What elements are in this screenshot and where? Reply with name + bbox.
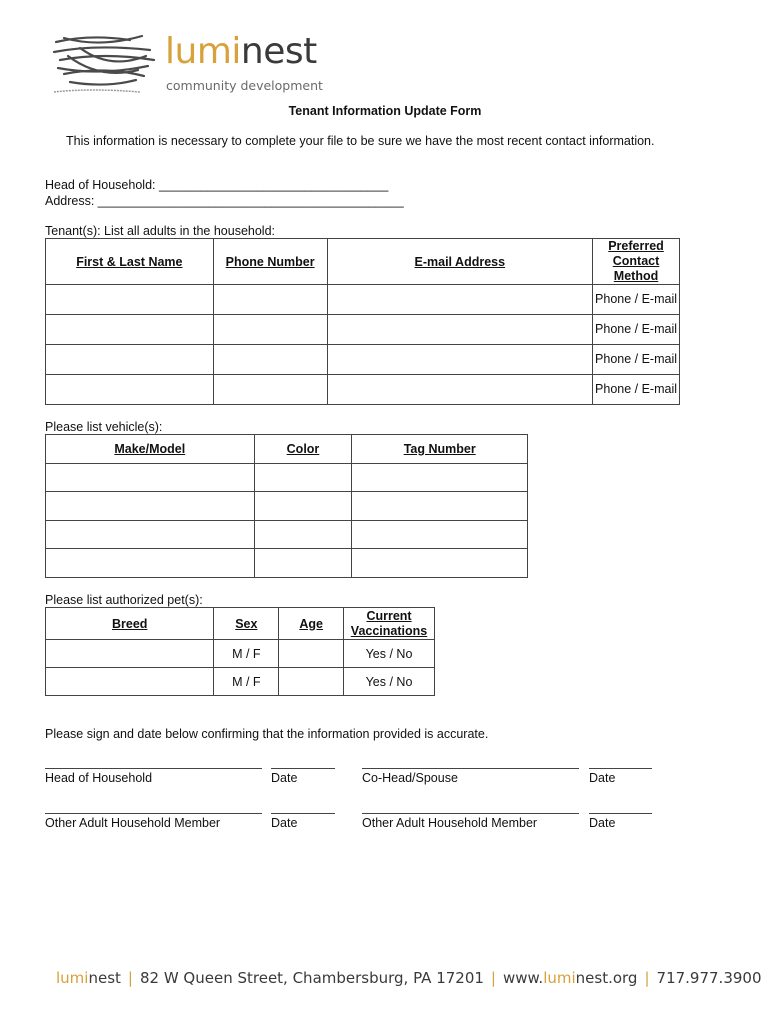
name-cell[interactable] xyxy=(46,375,214,405)
table-row xyxy=(46,375,680,405)
vaccination-cell[interactable]: Yes / No xyxy=(344,668,435,696)
table-row xyxy=(46,668,435,696)
table-row xyxy=(46,492,528,521)
sex-cell[interactable]: M / F xyxy=(214,640,279,668)
form-title: Tenant Information Update Form xyxy=(288,104,482,118)
breed-cell[interactable] xyxy=(46,668,214,696)
contact-method-cell[interactable]: Phone / E-mail xyxy=(593,315,680,345)
signature-statement: Please sign and date below confirming that the information provided is accurate. xyxy=(45,727,489,741)
date-line[interactable] xyxy=(589,813,652,814)
brand-logo-text: luminest xyxy=(165,31,317,72)
footer-website[interactable]: www.luminest.org xyxy=(502,969,638,987)
phone-cell[interactable] xyxy=(213,285,327,315)
breed-cell[interactable] xyxy=(46,640,214,668)
email-cell[interactable] xyxy=(327,315,593,345)
email-cell[interactable] xyxy=(327,345,593,375)
col-header-sex: Sex xyxy=(214,608,279,640)
col-header-vaccinations: Current Vaccinations xyxy=(344,608,435,640)
col-header-age: Age xyxy=(279,608,344,640)
col-header-color: Color xyxy=(254,435,352,464)
footer-address: 82 W Queen Street, Chambersburg, PA 17201 xyxy=(139,969,484,987)
footer-separator: | xyxy=(490,969,496,987)
tag-cell[interactable] xyxy=(352,492,528,521)
color-cell[interactable] xyxy=(254,521,352,549)
email-cell[interactable] xyxy=(327,375,593,405)
make-model-cell[interactable] xyxy=(46,549,255,578)
col-header-make-model: Make/Model xyxy=(46,435,255,464)
other-adult-signature-line[interactable] xyxy=(362,813,579,814)
date-line[interactable] xyxy=(271,813,335,814)
signature-label: Other Adult Household Member xyxy=(362,816,538,830)
col-header-name: First & Last Name xyxy=(46,239,214,285)
name-cell[interactable] xyxy=(46,315,214,345)
col-header-tag-number: Tag Number xyxy=(352,435,528,464)
tag-cell[interactable] xyxy=(352,521,528,549)
signature-label: Other Adult Household Member xyxy=(45,816,221,830)
footer-phone: 717.977.3900 xyxy=(656,969,762,987)
name-cell[interactable] xyxy=(46,285,214,315)
head-of-household-field[interactable]: Head of Household: _________________________________ xyxy=(45,178,389,192)
table-row xyxy=(46,549,528,578)
phone-cell[interactable] xyxy=(213,375,327,405)
email-cell[interactable] xyxy=(327,285,593,315)
table-row xyxy=(46,345,680,375)
tenants-table xyxy=(45,238,680,405)
sex-cell[interactable]: M / F xyxy=(214,668,279,696)
col-header-contact-method: Preferred Contact Method xyxy=(593,239,680,285)
contact-method-cell[interactable]: Phone / E-mail xyxy=(593,375,680,405)
other-adult-signature-line[interactable] xyxy=(45,813,262,814)
date-label: Date xyxy=(271,816,298,830)
footer xyxy=(52,966,762,990)
signature-label: Head of Household xyxy=(45,771,153,785)
head-of-household-signature-line[interactable] xyxy=(45,768,262,769)
pets-label: Please list authorized pet(s): xyxy=(45,593,203,607)
tag-cell[interactable] xyxy=(352,549,528,578)
age-cell[interactable] xyxy=(279,668,344,696)
col-header-email: E-mail Address xyxy=(327,239,593,285)
date-label: Date xyxy=(589,816,616,830)
color-cell[interactable] xyxy=(254,464,352,492)
make-model-cell[interactable] xyxy=(46,464,255,492)
vehicles-table xyxy=(45,434,528,578)
brand-tagline: community development xyxy=(166,78,323,93)
vehicles-label: Please list vehicle(s): xyxy=(45,420,163,434)
form-intro: This information is necessary to complete your file to be sure we have the most recent contact information. xyxy=(66,134,655,148)
table-row xyxy=(46,640,435,668)
table-row xyxy=(46,521,528,549)
pets-table xyxy=(45,607,435,696)
date-line[interactable] xyxy=(589,768,652,769)
col-header-phone: Phone Number xyxy=(213,239,327,285)
contact-method-cell[interactable]: Phone / E-mail xyxy=(593,345,680,375)
name-cell[interactable] xyxy=(46,345,214,375)
date-line[interactable] xyxy=(271,768,335,769)
color-cell[interactable] xyxy=(254,492,352,521)
tenants-label: Tenant(s): List all adults in the household: xyxy=(45,224,275,238)
footer-separator: | xyxy=(644,969,650,987)
date-label: Date xyxy=(271,771,298,785)
address-field[interactable]: Address: ____________________________________________ xyxy=(45,194,404,208)
col-header-breed: Breed xyxy=(46,608,214,640)
phone-cell[interactable] xyxy=(213,315,327,345)
footer-brand: luminest xyxy=(56,969,121,987)
color-cell[interactable] xyxy=(254,549,352,578)
footer-separator: | xyxy=(127,969,133,987)
table-row xyxy=(46,315,680,345)
make-model-cell[interactable] xyxy=(46,492,255,521)
signature-label: Co-Head/Spouse xyxy=(362,771,458,785)
nest-logo-icon xyxy=(50,30,162,96)
contact-method-cell[interactable]: Phone / E-mail xyxy=(593,285,680,315)
make-model-cell[interactable] xyxy=(46,521,255,549)
age-cell[interactable] xyxy=(279,640,344,668)
table-row xyxy=(46,285,680,315)
co-head-signature-line[interactable] xyxy=(362,768,579,769)
phone-cell[interactable] xyxy=(213,345,327,375)
vaccination-cell[interactable]: Yes / No xyxy=(344,640,435,668)
tag-cell[interactable] xyxy=(352,464,528,492)
date-label: Date xyxy=(589,771,616,785)
table-row xyxy=(46,464,528,492)
